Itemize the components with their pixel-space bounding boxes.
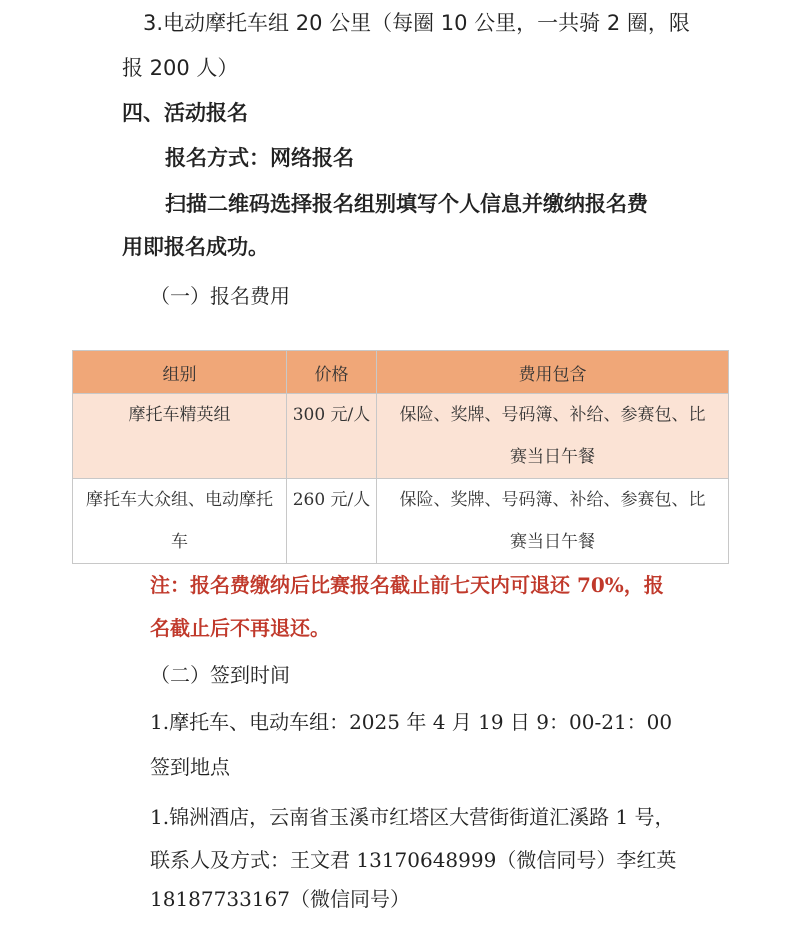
price-value: 260 元/人 bbox=[292, 490, 371, 510]
group-cell bbox=[73, 479, 287, 564]
includes-line: 保险、奖牌、号码簿、补给、参赛包、比 bbox=[399, 490, 706, 510]
fee-table bbox=[72, 350, 729, 564]
checkin-time: 1.摩托车、电动车组：2025 年 4 月 19 日 9：00-21：00 bbox=[150, 710, 673, 734]
registration-method: 报名方式：网络报名 bbox=[165, 146, 354, 170]
includes-line: 赛当日午餐 bbox=[510, 532, 595, 552]
group-name: 摩托车大众组、电动摩托 bbox=[86, 490, 273, 510]
includes-cell bbox=[377, 479, 729, 564]
group-name: 车 bbox=[171, 532, 188, 552]
column-header: 价格 bbox=[287, 351, 377, 394]
paragraph-line: 3.电动摩托车组 20 公里（每圈 10 公里，一共骑 2 圈，限 bbox=[143, 11, 690, 35]
checkin-place: 1.锦洲酒店，云南省玉溪市红塔区大营街街道汇溪路 1 号， bbox=[150, 805, 675, 829]
group-cell bbox=[73, 394, 287, 479]
group-name: 摩托车精英组 bbox=[128, 405, 231, 425]
price-cell bbox=[287, 479, 377, 564]
column-header: 费用包含 bbox=[377, 351, 729, 394]
refund-note: 名截止后不再退还。 bbox=[150, 616, 330, 640]
includes-cell bbox=[377, 394, 729, 479]
checkin-place-title: 签到地点 bbox=[150, 755, 230, 779]
price-cell bbox=[287, 394, 377, 479]
subsection-heading: （一）报名费用 bbox=[150, 284, 290, 308]
section-heading: 四、活动报名 bbox=[122, 101, 248, 125]
subsection-heading: （二）签到时间 bbox=[150, 663, 290, 687]
refund-note: 注：报名费缴纳后比赛报名截止前七天内可退还 70%，报 bbox=[150, 573, 664, 597]
paragraph-line: 报 200 人） bbox=[122, 56, 239, 80]
includes-line: 保险、奖牌、号码簿、补给、参赛包、比 bbox=[399, 405, 706, 425]
contact-info: 联系人及方式：王文君 13170648999（微信同号）李红英 bbox=[150, 848, 677, 872]
price-value: 300 元/人 bbox=[292, 405, 371, 425]
column-header: 组别 bbox=[73, 351, 287, 394]
paragraph-line: 用即报名成功。 bbox=[122, 235, 269, 259]
table-row bbox=[73, 479, 729, 564]
includes-line: 赛当日午餐 bbox=[510, 447, 595, 467]
table-row bbox=[73, 394, 729, 479]
paragraph-line: 扫描二维码选择报名组别填写个人信息并缴纳报名费 bbox=[165, 192, 648, 216]
table-header-row bbox=[73, 351, 729, 394]
contact-info: 18187733167（微信同号） bbox=[150, 887, 410, 911]
